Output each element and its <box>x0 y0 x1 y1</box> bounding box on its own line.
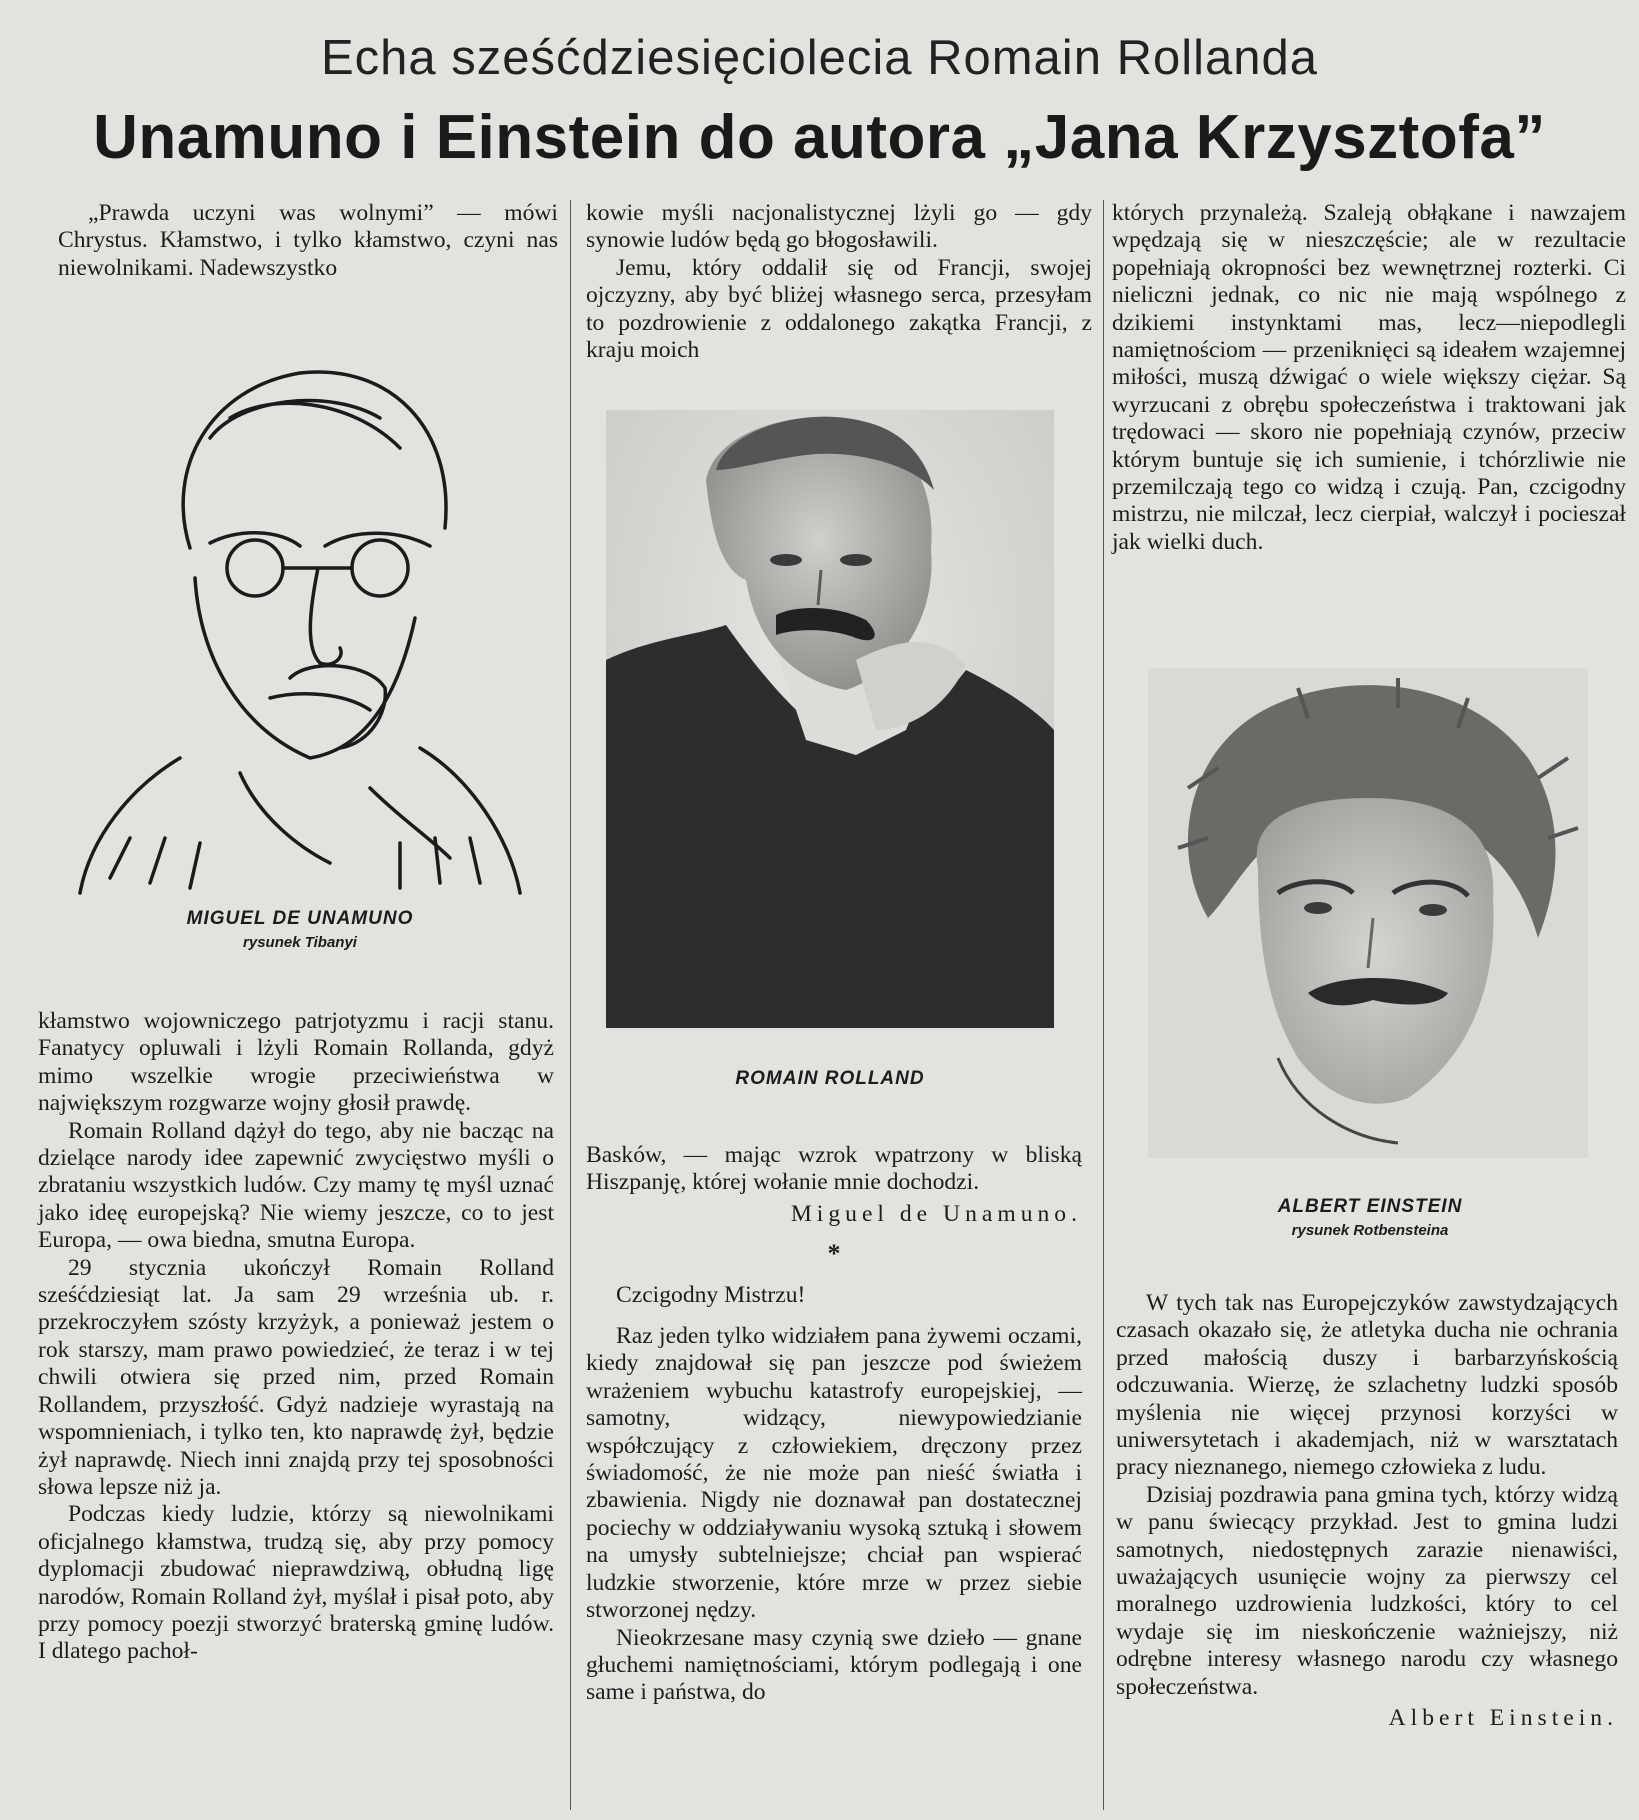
einstein-portrait <box>1148 668 1588 1158</box>
signature-einstein: Albert Einstein. <box>1388 1705 1618 1732</box>
einstein-caption <box>1180 1196 1560 1239</box>
column-3-top <box>1112 200 1626 556</box>
caption-name: MIGUEL DE UNAMUNO <box>186 908 414 929</box>
greeting: Czcigodny Mistrzu! <box>616 1281 806 1308</box>
column-1-body <box>38 1008 554 1666</box>
column-2-top <box>586 200 1092 364</box>
paragraph: których przynależą. Szaleją obłąkane i nawzajem wpędzają się w nieszczęście; ale w rezultacie popełniają okropności bez wewnętrznej rozterki. Ci nieliczni jednak, co nic nie mają wspólnego z dzikiemi instynktami mas, lecz—niepodlegli namiętnościom — przeniknięci są ideałem wzajemnej miłości, muszą dźwigać o wiele większy ciężar. Są wyrzucani z obrębu społeczeństwa i traktowani jak trędowaci — skoro nie popełniają czynów, przeciw którym buntuje się ich sumienie, i tchórzliwie nie przemilczają tego co widzą i czują. Pan, czcigodny mistrzu, nie milczał, lecz cierpiał, walczył i pocieszał jak wielki duch. <box>1112 200 1626 555</box>
separator: * <box>827 1239 841 1269</box>
paragraph: kłamstwo wojowniczego patrjotyzmu i racji stanu. Fanatycy opluwali i lżyli Romain Rollanda, gdyż mimo wszelkie wrogie przeciwieństwa w największym rozgwarze wojny głosił prawdę. <box>38 1008 554 1117</box>
column-2-body <box>586 1142 1082 1707</box>
paragraph: „Prawda uczyni was wolnymi” — mówi Chrystus. Kłamstwo, i tylko kłamstwo, czyni nas niewolnikami. Nadewszystko <box>58 200 558 281</box>
caption-credit: rysunek Rotbensteina <box>1291 1222 1449 1239</box>
unamuno-caption <box>110 908 490 951</box>
unamuno-portrait <box>70 318 530 898</box>
paragraph: kowie myśli nacjonalistycznej lżyli go — gdy synowie ludów będą go błogosławili. <box>586 200 1092 254</box>
paragraph: Raz jeden tylko widziałem pana żywemi oczami, kiedy znajdował się pan jeszcze pod świeżem wrażeniem wybuchu katastrofy europejskiej, — samotny, widzący, niewypowiedzianie współczujący z człowiekiem, dręczony przez świadomość, że nie może pan nieść światła i zbawienia. Nigdy nie doznawał pan dostatecznej pociechy w oddziaływaniu wysoką sztuką i słowem na umysły subtelniejsze; chciał pan wspierać ludzkie stworzenie, które mrze w przez siebie stworzonej nędzy. <box>586 1323 1082 1624</box>
signature-unamuno: Miguel de Unamuno. <box>790 1200 1082 1227</box>
rolland-photo <box>606 410 1054 1028</box>
rolland-caption <box>640 1068 1020 1090</box>
paragraph: Jemu, który oddalił się od Francji, swojej ojczyzny, aby być bliżej własnego serca, przesyłam to pozdrowienie z oddalonego zakątka Francji, z kraju moich <box>586 254 1092 364</box>
column-rule <box>570 200 571 1810</box>
paragraph: Basków, — mając wzrok wpatrzony w bliską Hiszpanję, której wołanie mnie dochodzi. <box>586 1142 1082 1196</box>
paragraph: Podczas kiedy ludzie, którzy są niewolnikami oficjalnego kłamstwa, trudzą się, aby przy pomocy dyplomacji zbudować nieprawdziwą, obłudną ligę narodów, Romain Rolland żył, myślał i pisał poto, aby przy pomocy poezji stworzyć braterską gminę ludów. I dlatego pachoł- <box>38 1501 554 1665</box>
caption-credit: rysunek Tibanyi <box>243 934 357 951</box>
column-1-top <box>58 200 558 282</box>
caption-name: ALBERT EINSTEIN <box>1277 1196 1463 1217</box>
column-rule <box>1103 200 1104 1810</box>
column-3-body <box>1116 1290 1618 1733</box>
paragraph: Romain Rolland dążył do tego, aby nie bacząc na dzielące narody idee zapewnić zwycięstwo myśli o zbrataniu wszystkich ludów. Czy mamy tę myśl uznać jako ideę europejską? Nie wiemy jeszcze, co to jest Europa, — owa biedna, smutna Europa. <box>38 1117 554 1254</box>
caption-name: ROMAIN ROLLAND <box>735 1068 925 1089</box>
paragraph: 29 stycznia ukończył Romain Rolland sześćdziesiąt lat. Ja sam 29 września ub. r. przekroczyłem szósty krzyżyk, a ponieważ jestem o rok starszy, mam prawo powiedzieć, że teraz i w tej chwili otwiera się przed nim, przed Romain Rollandem, przyszłość. Gdyż nadzieje wyrastają na wspomnieniach, i tylko ten, kto naprawdę żył, będzie żył naprawdę. Niech inni znajdą przy tej sposobności słowa lepsze niż ja. <box>38 1254 554 1500</box>
kicker: Echa sześćdziesięciolecia Romain Rollanda <box>321 31 1318 85</box>
paragraph: W tych tak nas Europejczyków zawstydzających czasach okazało się, że atletyka ducha nie ochrania przed małością duszy i barbarzyńskością odczuwania. Wierzę, że szlachetny ludzki sposób myślenia nie więcej przynosi korzyści w uniwersytetach i akademjach, niż w warsztatach pracy nieznanego, niemego człowieka z ludu. <box>1116 1290 1618 1481</box>
paragraph: Dzisiaj pozdrawia pana gmina tych, którzy widzą w panu świecący przykład. Jest to gmina ludzi samotnych, niedostępnych zarazie nienawiści, uważających usunięcie wojny za pierwszy cel moralnego uzdrowienia ludzkości, który to cel wydaje się im nieskończenie ważniejszy, niż odrębne interesy własnego narodu czy własnego społeczeństwa. <box>1116 1481 1618 1700</box>
paragraph: Nieokrzesane masy czynią swe dzieło — gnane głuchemi namiętnościami, którym podlegają i one same i państwa, do <box>586 1624 1082 1706</box>
headline: Unamuno i Einstein do autora „Jana Krzysztofa” <box>93 103 1546 172</box>
